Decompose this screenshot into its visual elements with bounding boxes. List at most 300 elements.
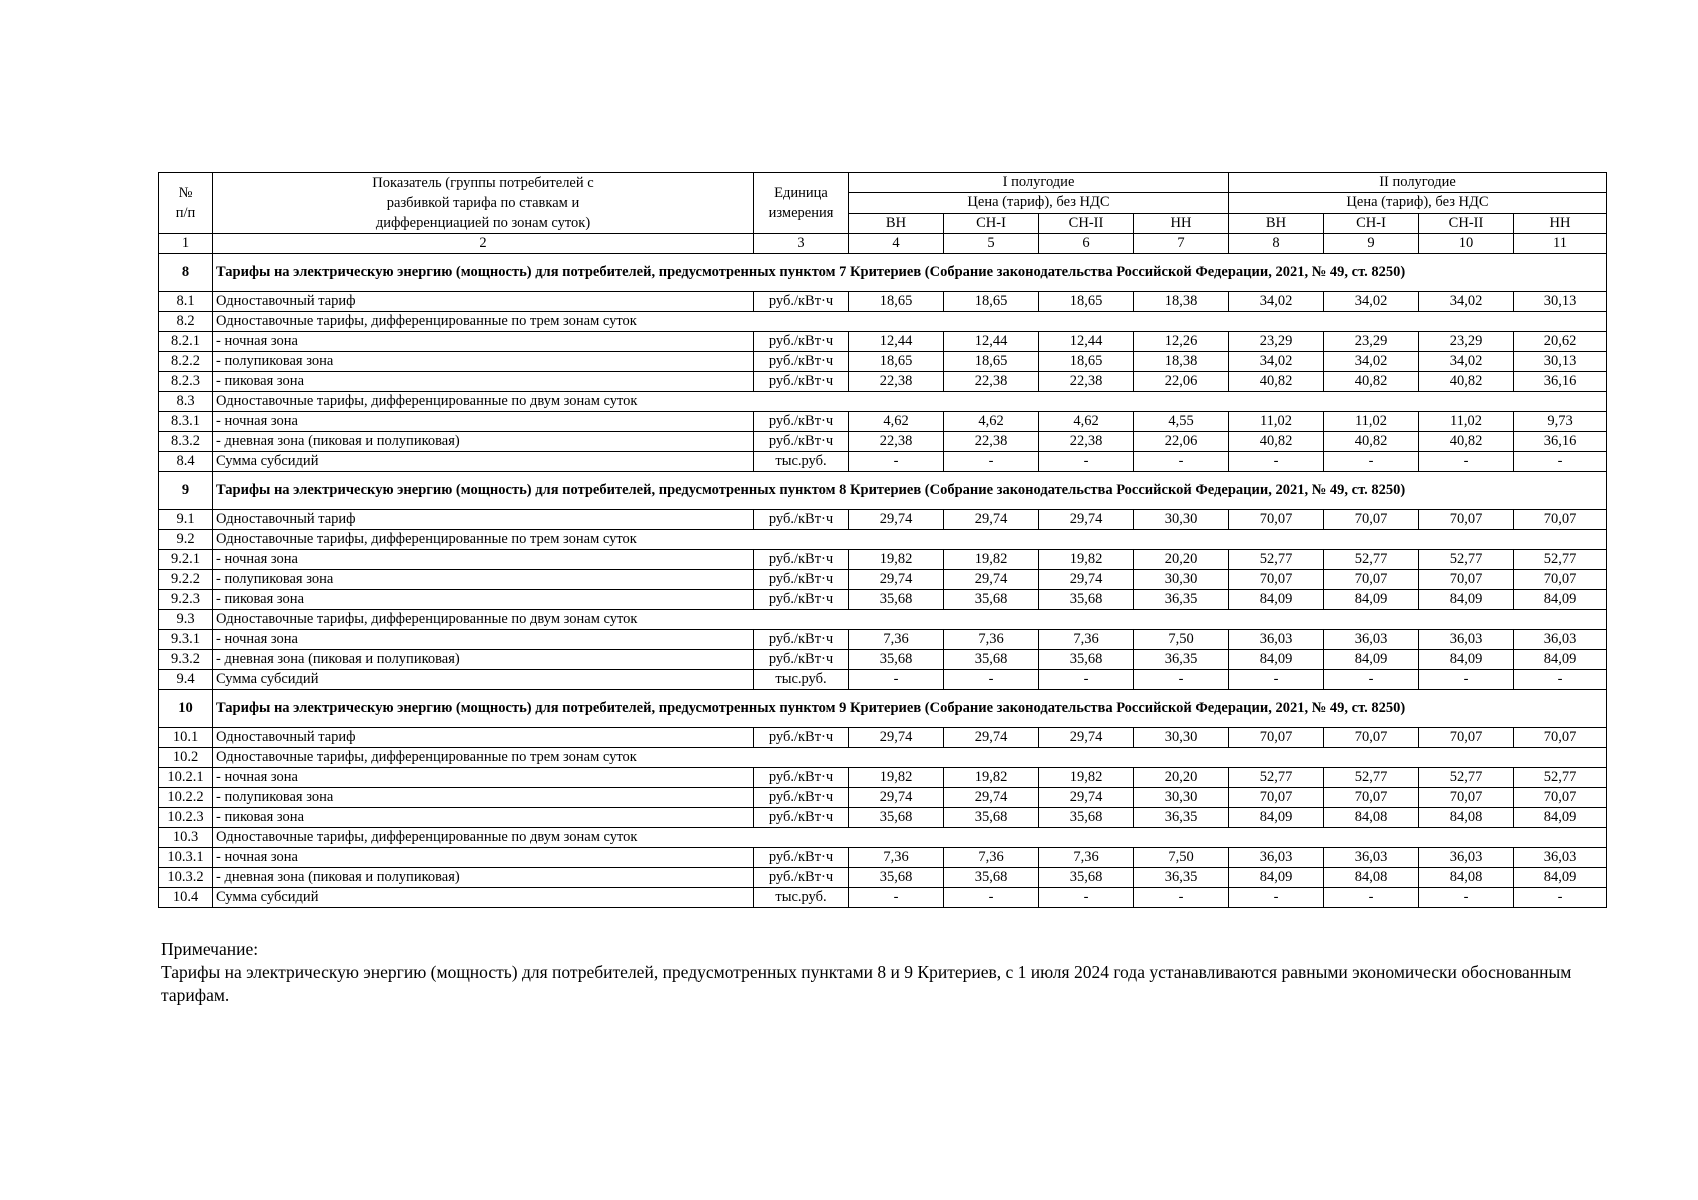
tariff-value: 19,82 (1039, 768, 1134, 788)
row-number: 10.2.3 (159, 808, 213, 828)
tariff-value: 12,44 (849, 332, 944, 352)
header-voltage-level: ВН (849, 213, 944, 233)
tariff-value: 22,38 (1039, 372, 1134, 392)
tariff-value: 29,74 (944, 728, 1039, 748)
tariff-value: 29,74 (849, 510, 944, 530)
tariff-value: 7,50 (1134, 630, 1229, 650)
row-unit: руб./кВт·ч (754, 372, 849, 392)
row-number: 10.3 (159, 828, 213, 848)
column-number: 1 (159, 234, 213, 254)
row-number: 10.3.1 (159, 848, 213, 868)
section-number: 9 (159, 472, 213, 510)
row-number: 10.2 (159, 748, 213, 768)
tariff-table (158, 172, 1607, 908)
header-voltage-level: СН-I (1324, 213, 1419, 233)
table-row (159, 650, 1607, 670)
tariff-value: 40,82 (1229, 372, 1324, 392)
row-unit: руб./кВт·ч (754, 808, 849, 828)
row-subheading: Одноставочные тарифы, дифференцированные по двум зонам суток (213, 828, 1607, 848)
tariff-value: 84,09 (1324, 590, 1419, 610)
row-unit: руб./кВт·ч (754, 292, 849, 312)
tariff-value: 35,68 (944, 590, 1039, 610)
tariff-value: 7,36 (1039, 630, 1134, 650)
row-number: 10.1 (159, 728, 213, 748)
tariff-value: 36,35 (1134, 868, 1229, 888)
section-header-row (159, 254, 1607, 292)
tariff-value: 23,29 (1229, 332, 1324, 352)
row-unit: руб./кВт·ч (754, 868, 849, 888)
row-number: 10.3.2 (159, 868, 213, 888)
row-name: - дневная зона (пиковая и полупиковая) (213, 432, 754, 452)
row-unit: руб./кВт·ч (754, 352, 849, 372)
row-name: - пиковая зона (213, 808, 754, 828)
tariff-value: 29,74 (1039, 570, 1134, 590)
row-unit: руб./кВт·ч (754, 590, 849, 610)
row-subheading: Одноставочные тарифы, дифференцированные по трем зонам суток (213, 530, 1607, 550)
tariff-value: 70,07 (1514, 788, 1607, 808)
tariff-value: 52,77 (1514, 768, 1607, 788)
tariff-value: 70,07 (1419, 728, 1514, 748)
tariff-value: 18,65 (1039, 292, 1134, 312)
tariff-value: 19,82 (849, 550, 944, 570)
tariff-value: 34,02 (1229, 292, 1324, 312)
tariff-value: 52,77 (1419, 768, 1514, 788)
tariff-value: 23,29 (1419, 332, 1514, 352)
tariff-value: 70,07 (1324, 788, 1419, 808)
table-row (159, 788, 1607, 808)
column-number: 10 (1419, 234, 1514, 254)
tariff-value: 19,82 (944, 550, 1039, 570)
tariff-value: 18,38 (1134, 352, 1229, 372)
tariff-value: 52,77 (1229, 550, 1324, 570)
tariff-value: 7,50 (1134, 848, 1229, 868)
row-name: - пиковая зона (213, 590, 754, 610)
row-unit: руб./кВт·ч (754, 550, 849, 570)
table-row (159, 808, 1607, 828)
tariff-value: 40,82 (1324, 432, 1419, 452)
column-number: 2 (213, 234, 754, 254)
row-subheading: Одноставочные тарифы, дифференцированные по трем зонам суток (213, 312, 1607, 332)
row-unit: руб./кВт·ч (754, 432, 849, 452)
row-unit: руб./кВт·ч (754, 788, 849, 808)
tariff-value: 11,02 (1229, 412, 1324, 432)
row-unit: руб./кВт·ч (754, 570, 849, 590)
row-name: Сумма субсидий (213, 888, 754, 908)
tariff-value: 70,07 (1514, 510, 1607, 530)
tariff-value: 7,36 (944, 848, 1039, 868)
tariff-value: 12,44 (1039, 332, 1134, 352)
tariff-value: 18,65 (849, 292, 944, 312)
tariff-value: 4,55 (1134, 412, 1229, 432)
column-number: 8 (1229, 234, 1324, 254)
section-header-row (159, 472, 1607, 510)
tariff-value: 29,74 (1039, 728, 1134, 748)
tariff-value: 18,38 (1134, 292, 1229, 312)
row-number: 8.2.2 (159, 352, 213, 372)
row-number: 9.2.3 (159, 590, 213, 610)
tariff-value: - (1324, 670, 1419, 690)
tariff-value: 84,09 (1324, 650, 1419, 670)
header-voltage-level: НН (1514, 213, 1607, 233)
row-name: - полупиковая зона (213, 788, 754, 808)
tariff-value: 35,68 (849, 808, 944, 828)
tariff-value: 36,03 (1324, 630, 1419, 650)
tariff-value: - (1419, 888, 1514, 908)
tariff-value: 36,16 (1514, 372, 1607, 392)
table-row (159, 570, 1607, 590)
row-number: 9.3.2 (159, 650, 213, 670)
tariff-value: 36,03 (1324, 848, 1419, 868)
tariff-value: 70,07 (1419, 510, 1514, 530)
tariff-value: 29,74 (849, 788, 944, 808)
row-number: 9.4 (159, 670, 213, 690)
header-num: № п/п (159, 173, 213, 234)
tariff-value: 36,03 (1419, 630, 1514, 650)
row-number: 9.3.1 (159, 630, 213, 650)
table-row (159, 670, 1607, 690)
tariff-value: 70,07 (1419, 570, 1514, 590)
row-number: 8.3 (159, 392, 213, 412)
row-name: - ночная зона (213, 412, 754, 432)
tariff-value: 52,77 (1514, 550, 1607, 570)
tariff-value: 40,82 (1324, 372, 1419, 392)
tariff-value: 36,35 (1134, 808, 1229, 828)
tariff-value: 12,44 (944, 332, 1039, 352)
note-heading: Примечание: (161, 939, 259, 959)
tariff-value: - (1039, 888, 1134, 908)
tariff-value: 35,68 (944, 808, 1039, 828)
tariff-value: 36,03 (1229, 848, 1324, 868)
row-number: 8.3.1 (159, 412, 213, 432)
tariff-value: 40,82 (1419, 432, 1514, 452)
row-name: - дневная зона (пиковая и полупиковая) (213, 868, 754, 888)
column-number: 9 (1324, 234, 1419, 254)
tariff-value: 23,29 (1324, 332, 1419, 352)
tariff-value: 40,82 (1419, 372, 1514, 392)
tariff-value: 4,62 (1039, 412, 1134, 432)
row-name: - полупиковая зона (213, 352, 754, 372)
tariff-value: - (1134, 888, 1229, 908)
tariff-value: 35,68 (1039, 868, 1134, 888)
header-voltage-level: СН-I (944, 213, 1039, 233)
tariff-value: 84,09 (1514, 868, 1607, 888)
row-number: 9.1 (159, 510, 213, 530)
tariff-value: 7,36 (944, 630, 1039, 650)
table-body (159, 254, 1607, 908)
tariff-value: 36,03 (1419, 848, 1514, 868)
tariff-value: 70,07 (1514, 570, 1607, 590)
tariff-value: - (849, 452, 944, 472)
tariff-value: 18,65 (849, 352, 944, 372)
row-unit: руб./кВт·ч (754, 728, 849, 748)
header-half-2: II полугодие (1229, 173, 1607, 193)
tariff-value: - (1324, 452, 1419, 472)
tariff-value: 84,08 (1419, 868, 1514, 888)
table-row (159, 590, 1607, 610)
header-half-1: I полугодие (849, 173, 1229, 193)
tariff-value: 52,77 (1419, 550, 1514, 570)
column-number: 11 (1514, 234, 1607, 254)
tariff-value: 84,09 (1419, 590, 1514, 610)
table-row (159, 510, 1607, 530)
tariff-value: 36,03 (1514, 848, 1607, 868)
row-unit: руб./кВт·ч (754, 510, 849, 530)
tariff-value: 18,65 (944, 352, 1039, 372)
tariff-value: 52,77 (1324, 550, 1419, 570)
tariff-value: 12,26 (1134, 332, 1229, 352)
tariff-value: 36,35 (1134, 590, 1229, 610)
row-name: - полупиковая зона (213, 570, 754, 590)
section-number: 10 (159, 690, 213, 728)
column-number: 7 (1134, 234, 1229, 254)
row-subheading: Одноставочные тарифы, дифференцированные по двум зонам суток (213, 610, 1607, 630)
row-number: 8.2 (159, 312, 213, 332)
tariff-value: 35,68 (1039, 650, 1134, 670)
table-row (159, 848, 1607, 868)
row-name: Сумма субсидий (213, 670, 754, 690)
column-number: 3 (754, 234, 849, 254)
tariff-value: - (1229, 888, 1324, 908)
tariff-value: 36,16 (1514, 432, 1607, 452)
header-unit: Единица измерения (754, 173, 849, 234)
tariff-value: 4,62 (944, 412, 1039, 432)
tariff-value: 29,74 (944, 510, 1039, 530)
tariff-value: 70,07 (1229, 570, 1324, 590)
tariff-value: 36,35 (1134, 650, 1229, 670)
row-name: Одноставочный тариф (213, 728, 754, 748)
tariff-value: - (944, 670, 1039, 690)
tariff-value: 7,36 (849, 848, 944, 868)
row-name: Одноставочный тариф (213, 510, 754, 530)
table-row (159, 412, 1607, 432)
table-row (159, 748, 1607, 768)
tariff-value: - (849, 888, 944, 908)
tariff-value: 30,13 (1514, 292, 1607, 312)
tariff-value: 70,07 (1229, 510, 1324, 530)
tariff-value: 7,36 (1039, 848, 1134, 868)
row-number: 9.3 (159, 610, 213, 630)
tariff-value: 52,77 (1324, 768, 1419, 788)
tariff-value: - (1039, 452, 1134, 472)
tariff-value: 35,68 (849, 868, 944, 888)
tariff-value: 35,68 (849, 590, 944, 610)
tariff-value: 70,07 (1514, 728, 1607, 748)
tariff-value: 40,82 (1229, 432, 1324, 452)
tariff-value: 7,36 (849, 630, 944, 650)
tariff-value: 30,13 (1514, 352, 1607, 372)
tariff-value: 70,07 (1229, 728, 1324, 748)
table-row (159, 372, 1607, 392)
tariff-value: - (1514, 888, 1607, 908)
tariff-value: 35,68 (944, 868, 1039, 888)
tariff-value: 36,03 (1229, 630, 1324, 650)
tariff-value: 11,02 (1324, 412, 1419, 432)
column-numbers-row (159, 234, 1607, 254)
tariff-value: - (849, 670, 944, 690)
tariff-value: 18,65 (1039, 352, 1134, 372)
tariff-value: 34,02 (1229, 352, 1324, 372)
row-unit: тыс.руб. (754, 670, 849, 690)
note-text: Тарифы на электрическую энергию (мощность) для потребителей, предусмотренных пунктами 8 и 9 Критериев, с 1 июля 2024 года устанавливаются равными экономически обоснованным тарифам. (161, 962, 1572, 1005)
tariff-value: 29,74 (944, 788, 1039, 808)
tariff-value: 18,65 (944, 292, 1039, 312)
table-row (159, 452, 1607, 472)
tariff-value: - (1324, 888, 1419, 908)
tariff-value: 29,74 (1039, 788, 1134, 808)
tariff-value: 34,02 (1324, 292, 1419, 312)
tariff-value: 20,20 (1134, 768, 1229, 788)
header-voltage-level: НН (1134, 213, 1229, 233)
tariff-value: 35,68 (849, 650, 944, 670)
row-unit: тыс.руб. (754, 452, 849, 472)
tariff-value: 70,07 (1324, 728, 1419, 748)
row-number: 10.4 (159, 888, 213, 908)
tariff-value: 35,68 (944, 650, 1039, 670)
header-price-caption-1: Цена (тариф), без НДС (849, 193, 1229, 213)
tariff-value: 70,07 (1324, 510, 1419, 530)
tariff-value: 34,02 (1419, 292, 1514, 312)
tariff-value: 20,62 (1514, 332, 1607, 352)
tariff-value: 22,38 (849, 432, 944, 452)
row-number: 8.1 (159, 292, 213, 312)
table-row (159, 868, 1607, 888)
tariff-value: 84,08 (1419, 808, 1514, 828)
row-name: - дневная зона (пиковая и полупиковая) (213, 650, 754, 670)
tariff-value: 84,08 (1324, 808, 1419, 828)
row-name: Сумма субсидий (213, 452, 754, 472)
column-number: 5 (944, 234, 1039, 254)
row-number: 9.2.2 (159, 570, 213, 590)
table-row (159, 768, 1607, 788)
tariff-value: 84,09 (1514, 650, 1607, 670)
tariff-value: - (1514, 670, 1607, 690)
tariff-value: - (1039, 670, 1134, 690)
tariff-value: 22,38 (944, 372, 1039, 392)
row-unit: тыс.руб. (754, 888, 849, 908)
tariff-value: 35,68 (1039, 808, 1134, 828)
note (161, 938, 1611, 1007)
table-row (159, 312, 1607, 332)
section-title: Тарифы на электрическую энергию (мощность) для потребителей, предусмотренных пунктом 9 Критериев (Собрание законодательства Российской Федерации, 2021, № 49, ст. 8250) (213, 690, 1607, 728)
tariff-value: - (1229, 670, 1324, 690)
tariff-value: 34,02 (1324, 352, 1419, 372)
tariff-value: 29,74 (849, 570, 944, 590)
tariff-value: 30,30 (1134, 570, 1229, 590)
tariff-value: 36,03 (1514, 630, 1607, 650)
header-voltage-level: СН-II (1419, 213, 1514, 233)
header-indicator: Показатель (группы потребителей с разбивкой тарифа по ставкам и дифференциацией по зонам суток) (213, 173, 754, 234)
tariff-value: 52,77 (1229, 768, 1324, 788)
row-unit: руб./кВт·ч (754, 650, 849, 670)
tariff-value: - (1229, 452, 1324, 472)
tariff-value: 30,30 (1134, 788, 1229, 808)
tariff-value: 22,06 (1134, 432, 1229, 452)
section-title: Тарифы на электрическую энергию (мощность) для потребителей, предусмотренных пунктом 8 Критериев (Собрание законодательства Российской Федерации, 2021, № 49, ст. 8250) (213, 472, 1607, 510)
tariff-value: 11,02 (1419, 412, 1514, 432)
tariff-value: - (1419, 452, 1514, 472)
tariff-value: 70,07 (1419, 788, 1514, 808)
tariff-value: 84,09 (1229, 808, 1324, 828)
row-number: 10.2.2 (159, 788, 213, 808)
tariff-value: 22,06 (1134, 372, 1229, 392)
row-name: - ночная зона (213, 848, 754, 868)
row-number: 8.3.2 (159, 432, 213, 452)
tariff-value: 29,74 (944, 570, 1039, 590)
tariff-value: 70,07 (1324, 570, 1419, 590)
section-number: 8 (159, 254, 213, 292)
tariff-value: 84,09 (1229, 868, 1324, 888)
table-row (159, 292, 1607, 312)
tariff-value: - (1134, 452, 1229, 472)
table-row (159, 432, 1607, 452)
table-row (159, 828, 1607, 848)
row-number: 8.2.3 (159, 372, 213, 392)
tariff-value: 22,38 (944, 432, 1039, 452)
tariff-value: 34,02 (1419, 352, 1514, 372)
tariff-value: 84,09 (1514, 590, 1607, 610)
tariff-value: 84,09 (1514, 808, 1607, 828)
row-number: 9.2 (159, 530, 213, 550)
row-unit: руб./кВт·ч (754, 412, 849, 432)
tariff-value: - (1419, 670, 1514, 690)
row-name: - пиковая зона (213, 372, 754, 392)
tariff-value: 29,74 (849, 728, 944, 748)
row-unit: руб./кВт·ч (754, 332, 849, 352)
section-header-row (159, 690, 1607, 728)
row-name: - ночная зона (213, 332, 754, 352)
tariff-value: 30,30 (1134, 510, 1229, 530)
table-row (159, 352, 1607, 372)
column-number: 6 (1039, 234, 1134, 254)
tariff-value: 22,38 (849, 372, 944, 392)
row-subheading: Одноставочные тарифы, дифференцированные по трем зонам суток (213, 748, 1607, 768)
row-name: - ночная зона (213, 550, 754, 570)
header-voltage-level: ВН (1229, 213, 1324, 233)
tariff-value: 35,68 (1039, 590, 1134, 610)
table-row (159, 392, 1607, 412)
table-row (159, 728, 1607, 748)
tariff-value: 84,09 (1229, 590, 1324, 610)
row-subheading: Одноставочные тарифы, дифференцированные по двум зонам суток (213, 392, 1607, 412)
table-row (159, 550, 1607, 570)
tariff-value: 84,09 (1229, 650, 1324, 670)
row-unit: руб./кВт·ч (754, 848, 849, 868)
table-row (159, 610, 1607, 630)
table-row (159, 530, 1607, 550)
header-price-caption-2: Цена (тариф), без НДС (1229, 193, 1607, 213)
row-number: 8.2.1 (159, 332, 213, 352)
tariff-value: 19,82 (849, 768, 944, 788)
tariff-value: 22,38 (1039, 432, 1134, 452)
tariff-value: 84,09 (1419, 650, 1514, 670)
table-row (159, 630, 1607, 650)
row-number: 8.4 (159, 452, 213, 472)
tariff-value: 30,30 (1134, 728, 1229, 748)
tariff-value: 19,82 (944, 768, 1039, 788)
row-name: - ночная зона (213, 630, 754, 650)
row-unit: руб./кВт·ч (754, 630, 849, 650)
row-name: Одноставочный тариф (213, 292, 754, 312)
row-name: - ночная зона (213, 768, 754, 788)
column-number: 4 (849, 234, 944, 254)
table-header (159, 173, 1607, 254)
tariff-value: 84,08 (1324, 868, 1419, 888)
tariff-value: - (944, 888, 1039, 908)
tariff-value: 20,20 (1134, 550, 1229, 570)
tariff-value: - (1514, 452, 1607, 472)
tariff-value: 70,07 (1229, 788, 1324, 808)
tariff-value: - (1134, 670, 1229, 690)
